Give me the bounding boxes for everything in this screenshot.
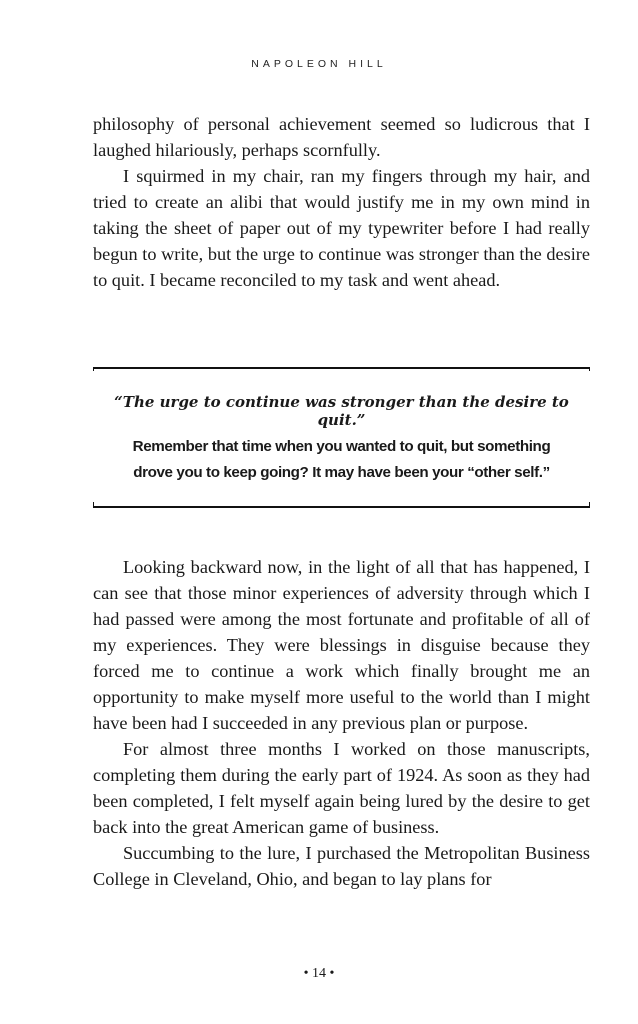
paragraph: For almost three months I worked on those manuscripts, completing them during the early part of 1924. As soon as they had been completed, I felt myself again being lured by the desire to get back into the great American game of business. (93, 739, 590, 837)
pull-quote: “The urge to continue was stronger than the desire to quit.” (114, 393, 569, 429)
page-number: • 14 • (303, 966, 335, 981)
pull-quote-box (93, 367, 590, 509)
paragraph: Looking backward now, in the light of all that has happened, I can see that those minor experiences of adversity through which I had passed were among the most fortunate and profitable of all of my experiences. They were blessings in disguise because they forced me to continue a work which finally brought me an opportunity to make myself more useful to the world than I might have been had I succeeded in any previous plan or purpose. (93, 557, 590, 733)
running-head: NAPOLEON HILL (251, 58, 387, 70)
callout-top-rule (93, 367, 590, 369)
body-text-top (93, 111, 590, 293)
callout-bottom-rule (93, 506, 590, 508)
paragraph: I squirmed in my chair, ran my fingers through my hair, and tried to create an alibi that would justify me in my own mind in taking the sheet of paper out of my typewriter before I had really begun to write, but the urge to continue was stronger than the desire to quit. I became reconciled to my task and went ahead. (93, 166, 590, 290)
callout-line: drove you to keep going? It may have been your “other self.” (133, 464, 550, 481)
callout-line: Remember that time when you wanted to quit, but something (132, 438, 551, 455)
callout-text (93, 434, 590, 486)
paragraph: philosophy of personal achievement seemed so ludicrous that I laughed hilariously, perhaps scornfully. (93, 114, 590, 160)
paragraph: Succumbing to the lure, I purchased the Metropolitan Business College in Cleveland, Ohio, and began to lay plans for (93, 843, 590, 889)
callout-corner-mark (93, 367, 94, 371)
callout-corner-mark (589, 367, 590, 371)
body-text-bottom (93, 554, 590, 892)
